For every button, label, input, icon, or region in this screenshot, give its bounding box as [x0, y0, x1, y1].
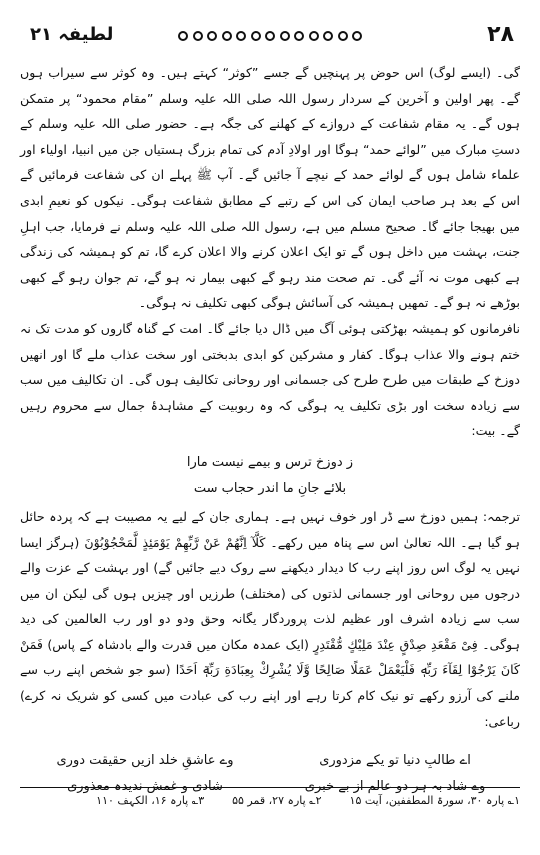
- ornament-ring: [265, 31, 275, 41]
- ornament-ring: [236, 31, 246, 41]
- ornament-ring: [323, 31, 333, 41]
- running-title: لطیفہ ۲۱: [30, 24, 114, 45]
- ornament-ring: [294, 31, 304, 41]
- paragraph: نافرمانوں کو ہمیشہ بھڑکتی ہوئی آگ میں ڈال دیا جائے گا۔ امت کے گناہ گاروں کو مدت تک نہ ختم ہونے والا عذاب ہوگا۔ کفار و مشرکین کو ابدی بدبختی اور سخت عذاب ملے گا اور انھیں دوزخ کے طبقات میں طرح طرح کی جسمانی اور روحانی تکالیف ہوں گی۔ ان تکالیف میں سب سے زیادہ سخت اور بڑی تکلیف یہ ہوگی کہ وہ ربوبیت کے مشاہدۂ جمال سے محروم رہیں گے۔ بیت:: [20, 320, 520, 439]
- footnote: ۳؎ پارہ ۱۶، الکہف ۱۱۰: [96, 794, 205, 807]
- ornament-ring: [280, 31, 290, 41]
- ornament-ring: [207, 31, 217, 41]
- paragraph: ترجمہ: ہمیں دوزخ سے ڈر اور خوف نہیں ہے۔ ہماری جان کے لیے یہ مصیبت ہے کہ پردہ حائل ہو گیا ہے۔ اللہ تعالیٰ اس سے پناہ میں رکھے۔ كَلَّآ اِنَّهُمْ عَنْ رَّبِّهِمْ يَوْمَئِذٍ لَّمَحْجُوْبُوْنَ (ہرگز ایسا نہیں یہ لوگ اس روز اپنے رب کا دیدار دیکھنے سے روک دیے جائیں گے) اور بہشت کے عزت والے درجوں میں روحانی اور جسمانی لذتوں کی (مختلف) طرزیں اور چیزیں ہوں گی لیکن ان میں سب سے زیادہ اشرف اور عظیم لذت پروردگار یگانہ وحق ودو دو اور رب العالمین کی دید ہوگی۔ فِیْ مَقْعَدِ صِدْقٍ عِنْدَ مَلِیْكٍ مُّقْتَدِرٍ (ایک عمدہ مکان میں قدرت والے بادشاہ کے پاس) فَمَنْ كَانَ يَرْجُوْا لِقَآءَ رَبِّهٖ فَلْيَعْمَلْ عَمَلًا صَالِحًا وَّلَا يُشْرِكْ بِعِبَادَةِ رَبِّهٖٓ اَحَدًا (سو جو شخص اپنے رب سے ملنے کی آرزو رکھے تو نیک کام کرتا رہے اور اپنے رب کی عبادت میں کسی کو شریک نہ کرے) رباعی:: [20, 508, 520, 729]
- ornament-ring: [193, 31, 203, 41]
- page-header: [18, 18, 522, 54]
- header-ornament: [178, 28, 362, 44]
- page-number: ۲۸: [487, 22, 514, 47]
- ornament-ring: [338, 31, 348, 41]
- persian-couplet: [20, 450, 520, 502]
- couplet-line: ز دوزخ ترس و بیمے نیست مارا: [186, 454, 354, 470]
- footnote: ۱؎ پارہ ۳۰، سورۃ المطففین، آیت ۱۵: [349, 794, 520, 807]
- footnote-divider: [20, 787, 520, 788]
- body-text: [20, 60, 520, 800]
- quatrain-line: اے طالبِ دنیا تو یکے مزدوری: [319, 753, 471, 769]
- ornament-ring: [222, 31, 232, 41]
- paragraph: گی۔ (ایسے لوگ) اس حوض پر پہنچیں گے جسے ”کوثر“ کہتے ہیں۔ وہ کوثر سے سیراب ہوں گے۔ پھر اولین و آخرین کے سردار رسول اللہ صلی اللہ علیہ وسلم ”مقام محمود“ پر متمکن ہوں گے۔ یہ مقام شفاعت کے دروازے کے کھلنے کی جگہ ہے۔ حضور صلی اللہ علیہ وسلم کے دستِ مبارک میں ”لوائے حمد“ ہوگا اور اولادِ آدم کی تمام بزرگ ہستیاں جن میں انبیا، اولیاء اور علماء شامل ہوں گے لوائے حمد کے نیچے آ جائیں گے۔ آپ ﷺ پہلے ان کی شفاعت فرمائیں گے اس کے بعد ہر صاحب ایمان کی اس کے رتبے کے مطابق شفاعت ہوگی۔ نیکوں کو نعیمِ ابدی میں بھیجا جائے گا۔ صحیح مسلم میں ہے، رسول اللہ صلی اللہ علیہ وسلم نے فرمایا، جب اہلِ جنت، بہشت میں داخل ہوں گے تو ایک اعلان کرنے والا اعلان کرے گا، تم کو ہمیشہ کی زندگی ہے کبھی موت نہ آئے گی۔ تم صحت مند رہو گے کبھی بیمار نہ ہو گے، تم جوان رہو گے کبھی بوڑھے نہ ہو گے۔ تمھیں ہمیشہ کی آسائش ہوگی کبھی تکلیف نہ ہوگی۔: [20, 65, 520, 311]
- ornament-ring: [309, 31, 319, 41]
- quatrain-line: وے شاد بہ ہر دو عالم از بے خبری: [304, 779, 486, 795]
- quatrain-line: وے عاشقِ خلد ازیں حقیقت دوری: [56, 753, 234, 769]
- quatrain-line: شادی و غمش ندیدہ معذوری: [67, 779, 223, 795]
- ornament-ring: [251, 31, 261, 41]
- ornament-ring: [352, 31, 362, 41]
- footnote: ۲؎ پارہ ۲۷، قمر ۵۵: [232, 794, 322, 807]
- ornament-ring: [178, 31, 188, 41]
- rubai-quatrain: [20, 748, 520, 800]
- footnotes: [20, 794, 520, 807]
- couplet-line: بلائے جانِ ما اندر حجاب ست: [193, 480, 347, 496]
